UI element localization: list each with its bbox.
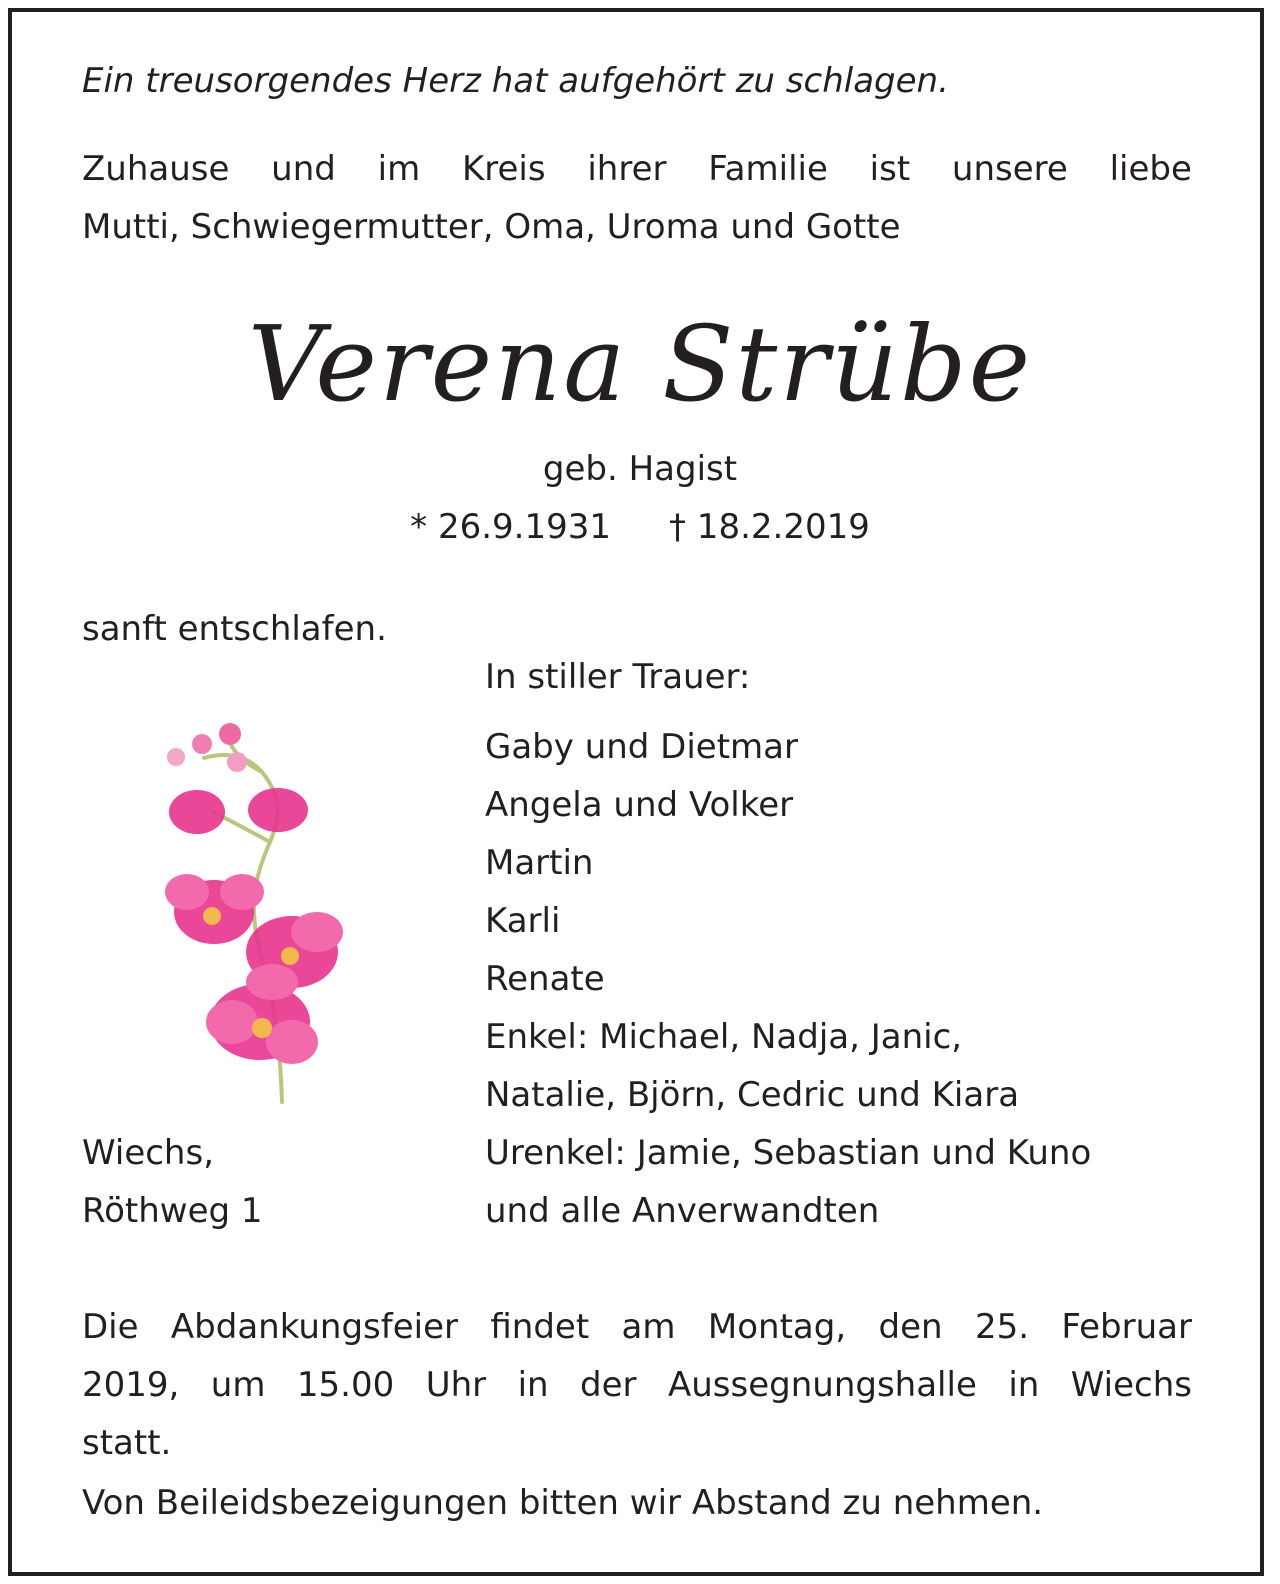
ceremony-word: 2019, [82, 1365, 180, 1405]
lead-line-2: Mutti, Schwiegermutter, Oma, Uroma und Gotte [82, 207, 901, 247]
closing-phrase: sanft entschlafen. [82, 609, 387, 649]
address-town: Wiechs, [82, 1133, 214, 1173]
life-dates [12, 498, 1268, 556]
ceremony-line-2 [82, 1356, 1192, 1414]
pink-orchid-icon [142, 702, 402, 1112]
mourner-entry: Angela und Volker [485, 785, 794, 825]
mourner-entry: Natalie, Björn, Cedric und Kiara [485, 1075, 1020, 1115]
ceremony-word: Abdankungsfeier [170, 1307, 458, 1347]
ceremony-line-1 [82, 1298, 1192, 1356]
lead-word: Familie [708, 149, 828, 189]
lead-word: Kreis [461, 149, 546, 189]
birth-date: * 26.9.1931 [410, 507, 611, 547]
ceremony-word: Die [82, 1307, 139, 1347]
obituary-notice [8, 8, 1264, 1576]
ceremony-word: Wiechs [1070, 1365, 1192, 1405]
birth-name: geb. Hagist [542, 449, 738, 489]
deceased-name: Verena Strübe [247, 303, 1033, 425]
lead-word: ist [869, 149, 911, 189]
mourner-entry: Renate [485, 959, 605, 999]
ceremony-word: in [517, 1365, 549, 1405]
ceremony-word: Februar [1061, 1307, 1192, 1347]
ceremony-word: Montag, [707, 1307, 847, 1347]
lead-word: unsere [951, 149, 1068, 189]
ceremony-word: in [1008, 1365, 1040, 1405]
mourning-heading: In stiller Trauer: [485, 657, 751, 697]
lead-word: und [271, 149, 336, 189]
lead-line-1 [82, 140, 1192, 198]
ceremony-word: den [878, 1307, 943, 1347]
mourner-entry: Karli [485, 901, 561, 941]
mourner-entry: Gaby und Dietmar [485, 727, 798, 767]
lead-word: ihrer [587, 149, 667, 189]
mourner-entry: Urenkel: Jamie, Sebastian und Kuno [485, 1133, 1092, 1173]
ceremony-word: der [580, 1365, 637, 1405]
intro-line: Ein treusorgendes Herz hat aufgehört zu schlagen. [82, 61, 949, 101]
condolence-note: Von Beileidsbezeigungen bitten wir Abstand zu nehmen. [82, 1483, 1044, 1523]
ceremony-word: am [621, 1307, 676, 1347]
ceremony-word: Uhr [425, 1365, 487, 1405]
lead-word: Zuhause [82, 149, 230, 189]
mourner-entry: und alle Anverwandten [485, 1191, 880, 1231]
mourner-entry: Enkel: Michael, Nadja, Janic, [485, 1017, 963, 1057]
ceremony-line-3: statt. [82, 1423, 172, 1463]
address-street: Röthweg 1 [82, 1191, 263, 1231]
mourner-entry: Martin [485, 843, 594, 883]
ceremony-word: 25. [974, 1307, 1030, 1347]
ceremony-word: 15.00 [296, 1365, 395, 1405]
lead-word: im [377, 149, 421, 189]
ceremony-word: um [210, 1365, 266, 1405]
mourners-list [485, 718, 1091, 1240]
ceremony-word: findet [490, 1307, 590, 1347]
ceremony-word: Aussegnungshalle [667, 1365, 977, 1405]
death-date: † 18.2.2019 [669, 507, 870, 547]
lead-word: liebe [1109, 149, 1192, 189]
